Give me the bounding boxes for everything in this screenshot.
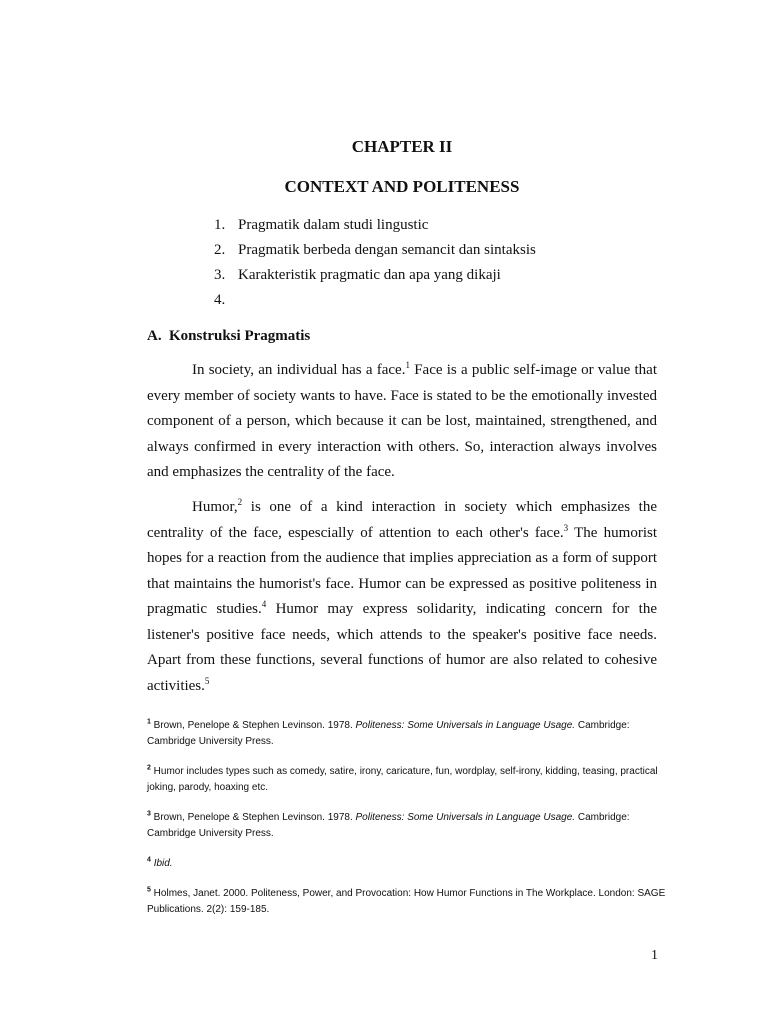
footnote-title: Ibid. — [153, 858, 173, 869]
footnote-text: Cambridge: Cambridge University Press. — [147, 720, 630, 747]
footnote-ref: 5 — [204, 675, 210, 686]
body-paragraph-1 — [147, 358, 657, 486]
footnote-number: 3 — [147, 810, 151, 818]
footnote-text: Humor includes types such as comedy, satire, irony, caricature, fun, wordplay, self-irony, kidding, teasing, practical joking, parody, hoaxing etc. — [147, 766, 658, 793]
chapter-title: CONTEXT AND POLITENESS — [284, 177, 520, 196]
section-heading — [147, 328, 310, 345]
footnote-ref: 2 — [237, 497, 243, 507]
footnote-number: 1 — [147, 718, 151, 726]
footnote-ref: 1 — [405, 360, 410, 370]
list-item-text: Pragmatik dalam studi lingustic — [238, 217, 429, 233]
list-item — [214, 288, 536, 313]
page-number: 1 — [651, 948, 658, 963]
list-item-number: 4. — [214, 292, 226, 308]
footnote-text: Brown, Penelope & Stephen Levinson. 1978. — [150, 812, 356, 823]
topic-list — [214, 213, 536, 313]
footnote — [147, 856, 667, 872]
list-item — [214, 238, 536, 263]
paragraph-text: is one of a kind interaction in society which emphasizes the centrality of the face, espescially of attention to each other's face. — [147, 499, 657, 541]
section-title: Konstruksi Pragmatis — [169, 328, 311, 344]
list-item — [214, 263, 536, 288]
paragraph-text: Face is a public self-image or value that every member of society wants to have. Face is stated to be the emotionally invested component of a person, which because it can be lost, maintained, strengthened, and always confirmed in every interaction with others. So, interaction always involves and emphasizes the centrality of the face. — [147, 362, 657, 480]
list-item — [214, 213, 536, 238]
paragraph-text: The humorist hopes for a reaction from the audience that implies appreciation as a form of support that maintains the humorist's face. Humor can be expressed as positive politeness in pragmatic studies. — [147, 524, 657, 617]
footnote-title: Politeness: Some Universals in Language Usage. — [355, 720, 576, 731]
list-item-number: 3. — [214, 267, 226, 283]
footnote — [147, 886, 667, 918]
footnote-text: Holmes, Janet. 2000. Politeness, Power, and Provocation: How Humor Functions in The Workplace. London: SAGE Publications. 2(2): 159-185. — [147, 888, 666, 915]
footnote — [147, 718, 667, 750]
footnote-ref: 4 — [261, 599, 267, 609]
footnote-title: Politeness: Some Universals in Language Usage. — [355, 812, 576, 823]
list-item-text: Karakteristik pragmatic dan apa yang dikaji — [238, 267, 501, 283]
footnote — [147, 764, 667, 796]
footnote-number: 4 — [147, 856, 151, 864]
list-item-text: Pragmatik berbeda dengan semancit dan sintaksis — [238, 242, 536, 258]
footnotes — [147, 718, 667, 932]
paragraph-text: Humor may express solidarity, indicating concern for the listener's positive face needs, which attends to the speaker's positive face needs. Apart from these functions, several functions of humor are also related to cohesive activities. — [147, 601, 657, 694]
footnote — [147, 810, 667, 842]
chapter-heading: CHAPTER II — [351, 137, 453, 156]
list-item-number: 2. — [214, 242, 226, 258]
footnote-number: 2 — [147, 764, 151, 772]
footnote-text: Brown, Penelope & Stephen Levinson. 1978. — [150, 720, 356, 731]
list-item-number: 1. — [214, 217, 226, 233]
footnote-ref: 3 — [563, 522, 569, 533]
paragraph-text: Humor, — [192, 499, 238, 515]
footnote-text: Cambridge: Cambridge University Press. — [147, 812, 630, 839]
section-letter: A. — [147, 328, 162, 344]
paragraph-text: In society, an individual has a face. — [192, 362, 406, 378]
footnote-number: 5 — [147, 886, 151, 894]
body-paragraph-2 — [147, 495, 657, 699]
